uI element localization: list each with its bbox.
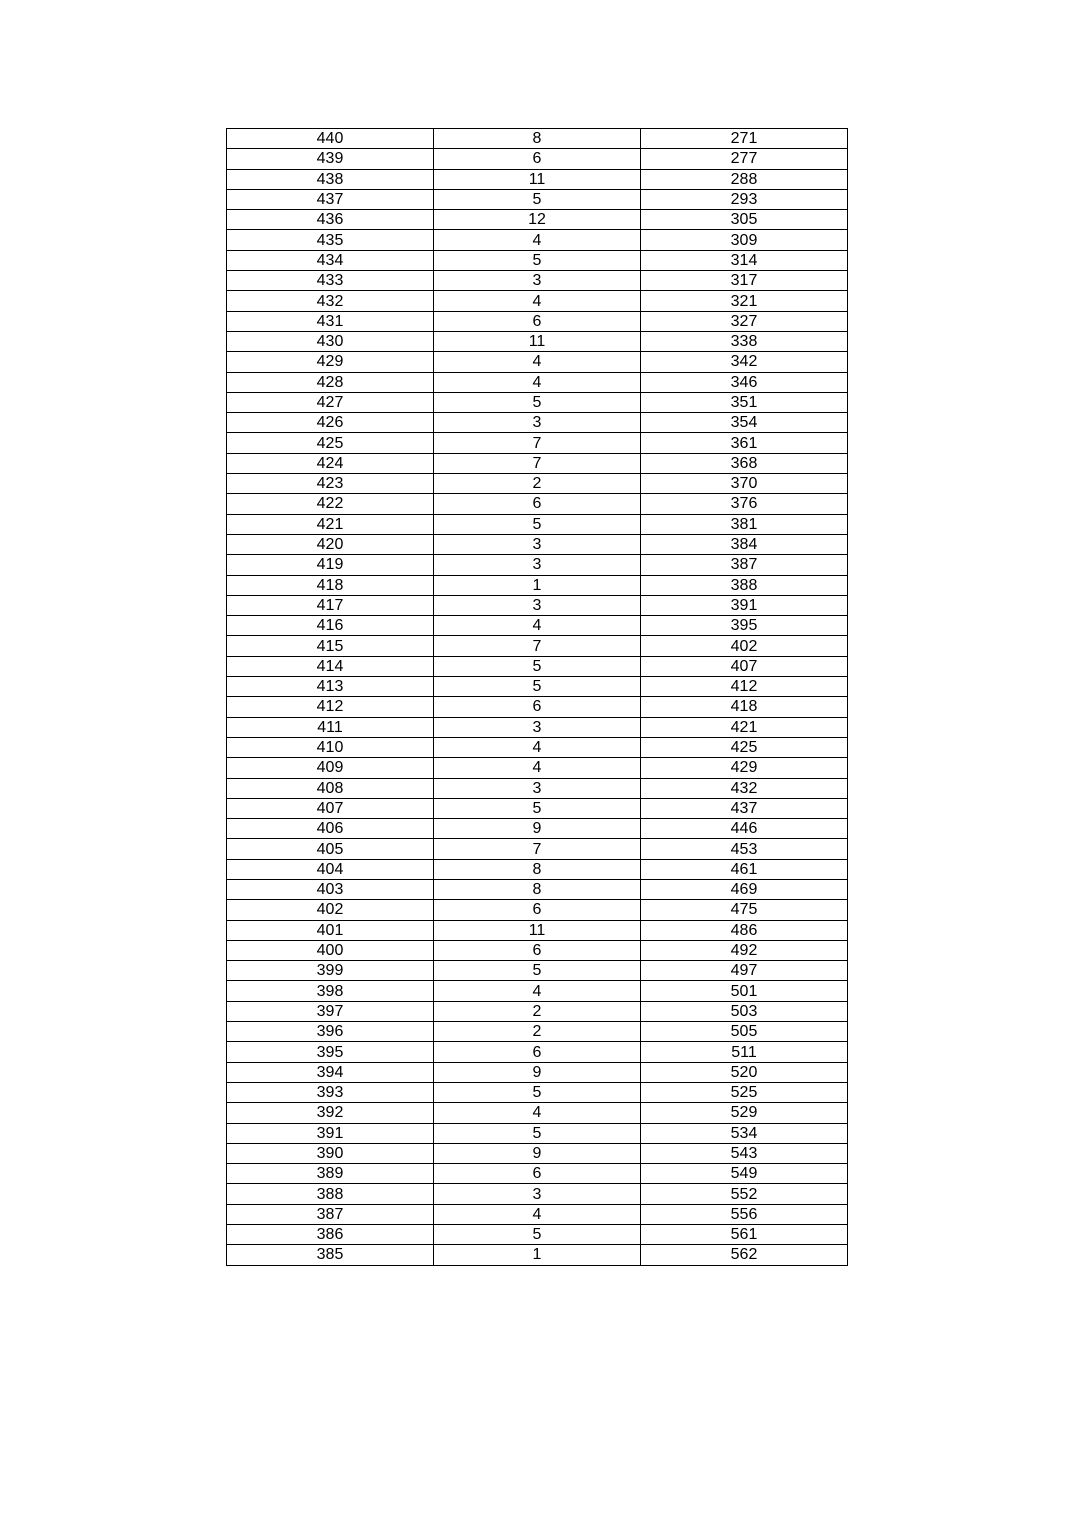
- score-cell: 420: [227, 534, 434, 554]
- count-cell: 8: [434, 859, 641, 879]
- cumulative-cell: 305: [641, 210, 848, 230]
- count-cell: 5: [434, 677, 641, 697]
- score-cell: 431: [227, 311, 434, 331]
- count-cell: 8: [434, 879, 641, 899]
- table-row: [227, 1225, 848, 1245]
- score-cell: 398: [227, 981, 434, 1001]
- table-row: [227, 1184, 848, 1204]
- score-cell: 390: [227, 1143, 434, 1163]
- cumulative-cell: 412: [641, 677, 848, 697]
- cumulative-cell: 354: [641, 413, 848, 433]
- score-cell: 400: [227, 940, 434, 960]
- count-cell: 6: [434, 494, 641, 514]
- count-cell: 6: [434, 697, 641, 717]
- count-cell: 4: [434, 291, 641, 311]
- cumulative-cell: 376: [641, 494, 848, 514]
- count-cell: 2: [434, 1001, 641, 1021]
- score-cell: 437: [227, 189, 434, 209]
- table-row: [227, 839, 848, 859]
- table-row: [227, 575, 848, 595]
- cumulative-cell: 552: [641, 1184, 848, 1204]
- count-cell: 4: [434, 352, 641, 372]
- count-cell: 8: [434, 129, 641, 149]
- count-cell: 6: [434, 149, 641, 169]
- cumulative-cell: 475: [641, 900, 848, 920]
- cumulative-cell: 529: [641, 1103, 848, 1123]
- score-cell: 386: [227, 1225, 434, 1245]
- score-cell: 421: [227, 514, 434, 534]
- score-cell: 414: [227, 656, 434, 676]
- table-row: [227, 250, 848, 270]
- cumulative-cell: 271: [641, 129, 848, 149]
- cumulative-cell: 368: [641, 453, 848, 473]
- table-row: [227, 230, 848, 250]
- count-cell: 5: [434, 250, 641, 270]
- count-cell: 4: [434, 1103, 641, 1123]
- table-body: [227, 129, 848, 1266]
- table-row: [227, 372, 848, 392]
- count-cell: 5: [434, 514, 641, 534]
- table-row: [227, 413, 848, 433]
- score-cell: 397: [227, 1001, 434, 1021]
- cumulative-cell: 525: [641, 1082, 848, 1102]
- score-cell: 403: [227, 879, 434, 899]
- table-row: [227, 798, 848, 818]
- table-row: [227, 961, 848, 981]
- cumulative-cell: 317: [641, 271, 848, 291]
- table-row: [227, 677, 848, 697]
- count-cell: 5: [434, 1082, 641, 1102]
- table-row: [227, 1123, 848, 1143]
- count-cell: 7: [434, 839, 641, 859]
- score-cell: 427: [227, 392, 434, 412]
- cumulative-cell: 505: [641, 1022, 848, 1042]
- cumulative-cell: 425: [641, 737, 848, 757]
- count-cell: 2: [434, 1022, 641, 1042]
- cumulative-cell: 346: [641, 372, 848, 392]
- score-cell: 395: [227, 1042, 434, 1062]
- cumulative-cell: 418: [641, 697, 848, 717]
- cumulative-cell: 429: [641, 758, 848, 778]
- cumulative-cell: 314: [641, 250, 848, 270]
- cumulative-cell: 453: [641, 839, 848, 859]
- cumulative-cell: 503: [641, 1001, 848, 1021]
- table-row: [227, 129, 848, 149]
- score-cell: 409: [227, 758, 434, 778]
- table-row: [227, 1204, 848, 1224]
- count-cell: 6: [434, 900, 641, 920]
- score-cell: 422: [227, 494, 434, 514]
- count-cell: 3: [434, 778, 641, 798]
- score-cell: 425: [227, 433, 434, 453]
- count-cell: 2: [434, 474, 641, 494]
- cumulative-cell: 543: [641, 1143, 848, 1163]
- cumulative-cell: 446: [641, 819, 848, 839]
- table-row: [227, 737, 848, 757]
- cumulative-cell: 327: [641, 311, 848, 331]
- cumulative-cell: 556: [641, 1204, 848, 1224]
- count-cell: 4: [434, 758, 641, 778]
- table-row: [227, 859, 848, 879]
- score-cell: 412: [227, 697, 434, 717]
- count-cell: 12: [434, 210, 641, 230]
- count-cell: 3: [434, 717, 641, 737]
- score-cell: 411: [227, 717, 434, 737]
- table-row: [227, 1082, 848, 1102]
- cumulative-cell: 437: [641, 798, 848, 818]
- count-cell: 3: [434, 1184, 641, 1204]
- score-cell: 435: [227, 230, 434, 250]
- table-row: [227, 311, 848, 331]
- score-cell: 394: [227, 1062, 434, 1082]
- count-cell: 4: [434, 981, 641, 1001]
- score-cell: 426: [227, 413, 434, 433]
- cumulative-cell: 288: [641, 169, 848, 189]
- table-row: [227, 1143, 848, 1163]
- score-cell: 432: [227, 291, 434, 311]
- cumulative-cell: 534: [641, 1123, 848, 1143]
- cumulative-cell: 293: [641, 189, 848, 209]
- table-row: [227, 1245, 848, 1265]
- table-row: [227, 1022, 848, 1042]
- cumulative-cell: 511: [641, 1042, 848, 1062]
- cumulative-cell: 381: [641, 514, 848, 534]
- count-cell: 5: [434, 1225, 641, 1245]
- count-cell: 5: [434, 1123, 641, 1143]
- count-cell: 1: [434, 575, 641, 595]
- score-cell: 440: [227, 129, 434, 149]
- score-cell: 418: [227, 575, 434, 595]
- count-cell: 4: [434, 1204, 641, 1224]
- cumulative-cell: 549: [641, 1164, 848, 1184]
- table-row: [227, 169, 848, 189]
- table-row: [227, 940, 848, 960]
- cumulative-cell: 338: [641, 331, 848, 351]
- score-cell: 430: [227, 331, 434, 351]
- table-row: [227, 271, 848, 291]
- cumulative-cell: 395: [641, 616, 848, 636]
- cumulative-cell: 562: [641, 1245, 848, 1265]
- table-row: [227, 879, 848, 899]
- table-row: [227, 352, 848, 372]
- count-cell: 4: [434, 372, 641, 392]
- cumulative-cell: 561: [641, 1225, 848, 1245]
- score-cell: 385: [227, 1245, 434, 1265]
- score-cell: 393: [227, 1082, 434, 1102]
- count-cell: 9: [434, 819, 641, 839]
- count-cell: 3: [434, 555, 641, 575]
- score-cell: 406: [227, 819, 434, 839]
- count-cell: 11: [434, 331, 641, 351]
- table-row: [227, 1042, 848, 1062]
- cumulative-cell: 501: [641, 981, 848, 1001]
- score-cell: 405: [227, 839, 434, 859]
- score-cell: 407: [227, 798, 434, 818]
- score-cell: 416: [227, 616, 434, 636]
- table-row: [227, 331, 848, 351]
- count-cell: 5: [434, 392, 641, 412]
- table-row: [227, 514, 848, 534]
- cumulative-cell: 461: [641, 859, 848, 879]
- cumulative-cell: 520: [641, 1062, 848, 1082]
- count-cell: 6: [434, 311, 641, 331]
- count-cell: 5: [434, 961, 641, 981]
- cumulative-cell: 384: [641, 534, 848, 554]
- count-cell: 4: [434, 616, 641, 636]
- count-cell: 3: [434, 534, 641, 554]
- score-cell: 404: [227, 859, 434, 879]
- cumulative-cell: 309: [641, 230, 848, 250]
- count-cell: 7: [434, 636, 641, 656]
- table-row: [227, 291, 848, 311]
- cumulative-cell: 277: [641, 149, 848, 169]
- cumulative-cell: 486: [641, 920, 848, 940]
- score-cell: 413: [227, 677, 434, 697]
- table-row: [227, 616, 848, 636]
- table-row: [227, 636, 848, 656]
- score-cell: 429: [227, 352, 434, 372]
- cumulative-cell: 469: [641, 879, 848, 899]
- table-row: [227, 453, 848, 473]
- table-row: [227, 1062, 848, 1082]
- table-row: [227, 433, 848, 453]
- cumulative-cell: 492: [641, 940, 848, 960]
- score-cell: 396: [227, 1022, 434, 1042]
- count-cell: 6: [434, 1164, 641, 1184]
- cumulative-cell: 370: [641, 474, 848, 494]
- table-row: [227, 555, 848, 575]
- score-cell: 392: [227, 1103, 434, 1123]
- cumulative-cell: 432: [641, 778, 848, 798]
- count-cell: 9: [434, 1143, 641, 1163]
- score-cell: 399: [227, 961, 434, 981]
- score-cell: 408: [227, 778, 434, 798]
- count-cell: 11: [434, 920, 641, 940]
- count-cell: 4: [434, 737, 641, 757]
- score-cell: 434: [227, 250, 434, 270]
- score-cell: 439: [227, 149, 434, 169]
- score-table: [226, 128, 848, 1266]
- cumulative-cell: 361: [641, 433, 848, 453]
- score-cell: 387: [227, 1204, 434, 1224]
- cumulative-cell: 391: [641, 595, 848, 615]
- table-row: [227, 697, 848, 717]
- count-cell: 9: [434, 1062, 641, 1082]
- table-row: [227, 392, 848, 412]
- score-cell: 428: [227, 372, 434, 392]
- table-row: [227, 656, 848, 676]
- cumulative-cell: 402: [641, 636, 848, 656]
- score-cell: 438: [227, 169, 434, 189]
- count-cell: 5: [434, 189, 641, 209]
- score-cell: 417: [227, 595, 434, 615]
- table-row: [227, 149, 848, 169]
- table-row: [227, 778, 848, 798]
- score-cell: 389: [227, 1164, 434, 1184]
- table-row: [227, 819, 848, 839]
- table-row: [227, 1001, 848, 1021]
- table-row: [227, 189, 848, 209]
- count-cell: 6: [434, 940, 641, 960]
- score-cell: 419: [227, 555, 434, 575]
- table-row: [227, 900, 848, 920]
- table-row: [227, 595, 848, 615]
- count-cell: 3: [434, 271, 641, 291]
- count-cell: 3: [434, 595, 641, 615]
- count-cell: 3: [434, 413, 641, 433]
- count-cell: 5: [434, 656, 641, 676]
- cumulative-cell: 407: [641, 656, 848, 676]
- count-cell: 5: [434, 798, 641, 818]
- count-cell: 11: [434, 169, 641, 189]
- count-cell: 7: [434, 433, 641, 453]
- cumulative-cell: 321: [641, 291, 848, 311]
- table-row: [227, 920, 848, 940]
- table-row: [227, 981, 848, 1001]
- count-cell: 4: [434, 230, 641, 250]
- score-cell: 423: [227, 474, 434, 494]
- cumulative-cell: 387: [641, 555, 848, 575]
- score-cell: 415: [227, 636, 434, 656]
- table-row: [227, 1164, 848, 1184]
- score-cell: 402: [227, 900, 434, 920]
- table-row: [227, 494, 848, 514]
- cumulative-cell: 342: [641, 352, 848, 372]
- cumulative-cell: 497: [641, 961, 848, 981]
- count-cell: 1: [434, 1245, 641, 1265]
- cumulative-cell: 421: [641, 717, 848, 737]
- cumulative-cell: 388: [641, 575, 848, 595]
- table-row: [227, 474, 848, 494]
- score-cell: 433: [227, 271, 434, 291]
- score-cell: 391: [227, 1123, 434, 1143]
- score-cell: 388: [227, 1184, 434, 1204]
- score-cell: 424: [227, 453, 434, 473]
- table-row: [227, 758, 848, 778]
- table-row: [227, 534, 848, 554]
- count-cell: 7: [434, 453, 641, 473]
- table-row: [227, 1103, 848, 1123]
- cumulative-cell: 351: [641, 392, 848, 412]
- table-row: [227, 210, 848, 230]
- score-cell: 436: [227, 210, 434, 230]
- score-cell: 401: [227, 920, 434, 940]
- table-row: [227, 717, 848, 737]
- score-cell: 410: [227, 737, 434, 757]
- count-cell: 6: [434, 1042, 641, 1062]
